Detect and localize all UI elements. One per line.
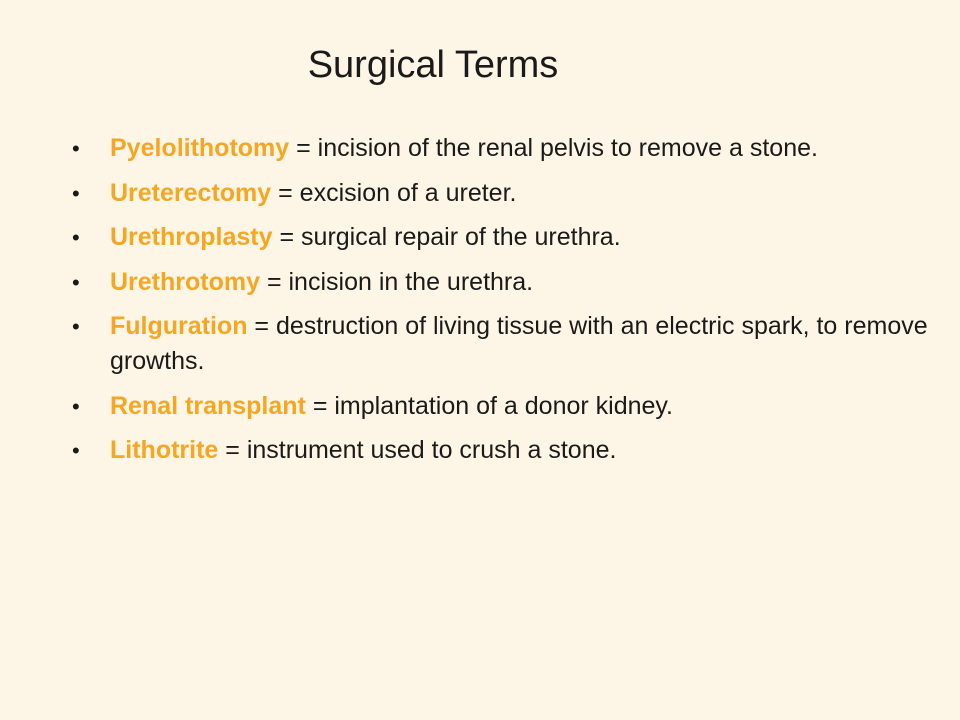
- term-item-pyelolithotomy: [72, 131, 932, 166]
- term-definition: = incision of the renal pelvis to remove a stone.: [289, 134, 818, 162]
- term-list: [72, 131, 932, 478]
- term-item-urethrotomy: [72, 265, 932, 300]
- term-label: Fulguration: [110, 312, 248, 340]
- term-label: Lithotrite: [110, 436, 219, 464]
- bullet-icon: •: [72, 269, 80, 295]
- bullet-icon: •: [72, 136, 80, 161]
- term-label: Renal transplant: [110, 391, 306, 420]
- term-label: Urethrotomy: [110, 267, 261, 296]
- term-label: Ureterectomy: [110, 178, 272, 207]
- term-definition: = excision of a ureter.: [271, 178, 517, 207]
- term-label: Urethroplasty: [110, 223, 273, 251]
- term-label: Pyelolithotomy: [110, 134, 290, 162]
- term-item-lithotrite: [72, 433, 932, 468]
- slide-title: Surgical Terms: [307, 44, 559, 86]
- term-item-renal-transplant: [72, 389, 932, 424]
- bullet-icon: •: [72, 225, 80, 250]
- bullet-icon: •: [72, 393, 80, 419]
- term-definition: = implantation of a donor kidney.: [305, 391, 674, 420]
- bullet-icon: •: [72, 180, 80, 206]
- term-definition: = instrument used to crush a stone.: [218, 436, 617, 464]
- term-item-urethroplasty: [72, 220, 932, 255]
- term-definition: = destruction of living tissue with an electric spark, to remove growths.: [110, 312, 928, 375]
- term-item-fulguration: [72, 309, 932, 379]
- term-definition: = incision in the urethra.: [260, 267, 534, 296]
- term-definition: = surgical repair of the urethra.: [272, 223, 621, 251]
- term-item-ureterectomy: [72, 176, 932, 211]
- bullet-icon: •: [72, 314, 80, 339]
- bullet-icon: •: [72, 438, 80, 463]
